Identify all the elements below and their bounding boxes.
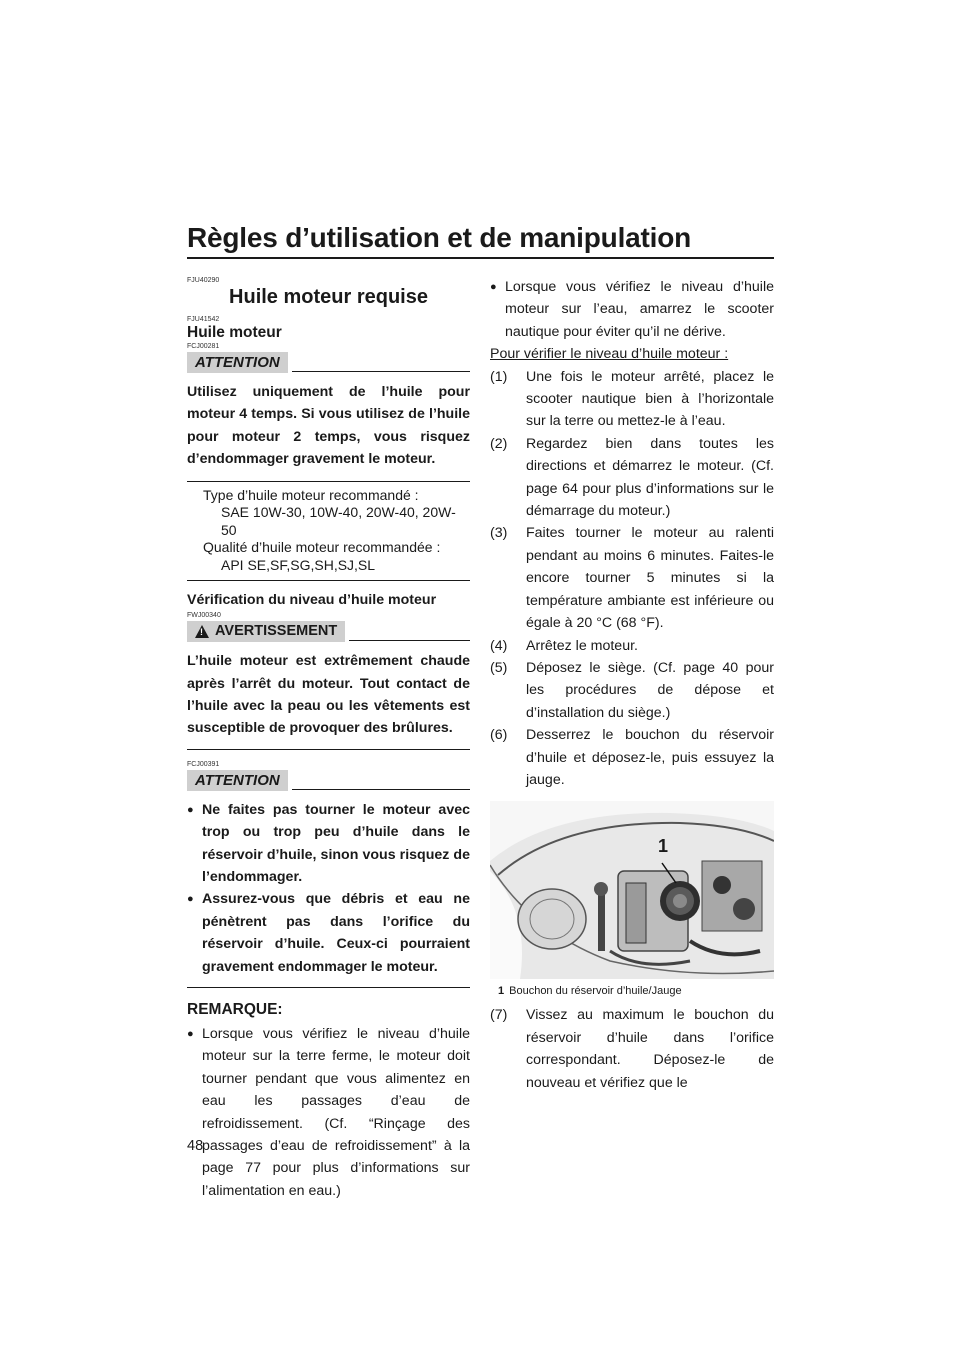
section-code: FJU40290 bbox=[187, 277, 220, 284]
section-title: Huile moteur requise bbox=[229, 286, 428, 308]
warning-triangle-icon: ! bbox=[195, 625, 209, 638]
warning-text: L’huile moteur est extrêmement chaude après l’arrêt du moteur. Tout contact de l’huile avec la peau ou les vêtements est susceptible de provoquer des brûlures. bbox=[187, 653, 470, 737]
attention2-bullet bbox=[187, 888, 470, 978]
procedure-step bbox=[490, 1004, 774, 1094]
attention-code: FCJ00281 bbox=[187, 343, 220, 350]
procedure-step bbox=[490, 366, 774, 433]
bullet-text: Lorsque vous vérifiez le niveau d’huile moteur sur la terre ferme, le moteur doit tourner pendant que vous alimentez en eau les passages d’eau de refroidissement. (Cf. “Rinçage des passages d’eau de refroidissement” à la page 77 pour plus d’informations sur l’alimentation en eau.) bbox=[202, 1026, 470, 1199]
warning-label: AVERTISSEMENT bbox=[215, 623, 338, 640]
page-title: Règles d’utilisation et de manipulation bbox=[187, 222, 692, 253]
figure-callout-number: 1 bbox=[658, 836, 669, 857]
step-text: Arrêtez le moteur. bbox=[526, 637, 638, 654]
step-number: (7) bbox=[490, 1007, 508, 1024]
attention2-code: FCJ00391 bbox=[187, 760, 220, 768]
step-text: Déposez le siège. (Cf. page 40 pour les procédures de dépose et d’installation du siège.) bbox=[526, 659, 774, 721]
oil-cap-photo bbox=[490, 801, 774, 979]
attention-banner bbox=[187, 352, 470, 373]
procedure-step bbox=[490, 635, 774, 657]
step-text: Desserrez le bouchon du réservoir d’huile et déposez-le, puis essuyez la jauge. bbox=[526, 727, 774, 788]
procedure-step bbox=[490, 522, 774, 634]
warning-banner bbox=[187, 621, 470, 642]
check-title: Vérification du niveau d’huile moteur bbox=[187, 592, 437, 609]
step-number: (6) bbox=[490, 727, 508, 744]
oil-spec-box bbox=[187, 481, 470, 582]
bullet-icon: ● bbox=[187, 803, 194, 816]
engine-bay-illustration bbox=[490, 801, 774, 979]
bullet-icon: ● bbox=[187, 893, 194, 906]
bullet-text: Lorsque vous vérifiez le niveau d’huile moteur sur l’eau, amarrez le scooter nautique pour éviter qu’il ne dérive. bbox=[505, 279, 774, 340]
page-number: 48 bbox=[187, 1138, 204, 1154]
oil-quality-label: Qualité d’huile moteur recommandée : bbox=[203, 539, 441, 556]
procedure-step bbox=[490, 657, 774, 724]
remarque-bullet bbox=[490, 276, 774, 343]
attention2-bullet bbox=[187, 799, 470, 889]
step-number: (2) bbox=[490, 435, 508, 452]
oil-quality-value: API SE,SF,SG,SH,SJ,SL bbox=[221, 556, 376, 573]
attention2-end-rule bbox=[187, 987, 470, 988]
caption-text: Bouchon du réservoir d’huile/Jauge bbox=[509, 985, 682, 998]
procedure-step bbox=[490, 433, 774, 523]
banner-rule bbox=[349, 640, 470, 641]
oil-type-label: Type d’huile moteur recommandé : bbox=[203, 486, 419, 503]
left-column bbox=[187, 276, 470, 1202]
caption-number: 1 bbox=[498, 985, 505, 998]
step-number: (1) bbox=[490, 368, 508, 385]
procedure-title: Pour vérifier le niveau d’huile moteur : bbox=[490, 346, 729, 363]
step-text: Regardez bien dans toutes les directions et démarrez le moteur. (Cf. page 64 pour plus d’informations sur le démarrage du moteur.) bbox=[526, 435, 774, 520]
procedure-step bbox=[490, 724, 774, 791]
banner-rule bbox=[292, 371, 470, 372]
oil-type-value: SAE 10W-30, 10W-40, 20W-40, 20W-50 bbox=[221, 504, 456, 538]
banner-rule bbox=[292, 789, 470, 790]
title-rule bbox=[187, 257, 774, 259]
step-text: Une fois le moteur arrêté, placez le scooter nautique bien à l’horizontale sur la terre ou mettez-le à l’eau. bbox=[526, 368, 774, 430]
remarque-label: REMARQUE: bbox=[187, 1001, 283, 1018]
attention2-label: ATTENTION bbox=[187, 770, 288, 791]
right-column bbox=[490, 276, 774, 1094]
bullet-icon: ● bbox=[187, 1028, 194, 1040]
warning-end-rule bbox=[187, 749, 470, 750]
warning-code: FWJ00340 bbox=[187, 612, 221, 620]
step-number: (4) bbox=[490, 637, 508, 654]
attention-text: Utilisez uniquement de l’huile pour moteur 4 temps. Si vous utilisez de l’huile pour moteur 2 temps, vous risquez d’endommager gravement le moteur. bbox=[187, 384, 470, 468]
step-number: (5) bbox=[490, 659, 508, 676]
subsection-title: Huile moteur bbox=[187, 324, 282, 341]
figure-caption bbox=[498, 984, 774, 998]
step-text: Faites tourner le moteur au ralenti pendant au moins 6 minutes. Faites-le encore tourner 5 minutes si la température ambiante est inférieure ou égale à 20 °C (68 °F). bbox=[526, 525, 774, 632]
subsection-code: FJU41542 bbox=[187, 316, 220, 323]
warning-banner-box bbox=[187, 621, 345, 642]
attention2-banner bbox=[187, 770, 470, 791]
step-text: Vissez au maximum le bouchon du réservoir d’huile dans l’orifice correspondant. Déposez-le de nouveau et vérifiez que le bbox=[526, 1007, 774, 1091]
remarque-bullet bbox=[187, 1023, 470, 1202]
bullet-text: Assurez-vous que débris et eau ne pénètrent pas dans l’orifice du réservoir d’huile. Ceux-ci pourraient gravement endommager le moteur. bbox=[202, 891, 470, 975]
bullet-icon: ● bbox=[490, 281, 497, 293]
attention-label: ATTENTION bbox=[187, 352, 288, 373]
step-number: (3) bbox=[490, 525, 508, 542]
bullet-text: Ne faites pas tourner le moteur avec trop ou trop peu d’huile dans le réservoir d’huile, sinon vous risquez de l’endommager. bbox=[202, 801, 470, 885]
